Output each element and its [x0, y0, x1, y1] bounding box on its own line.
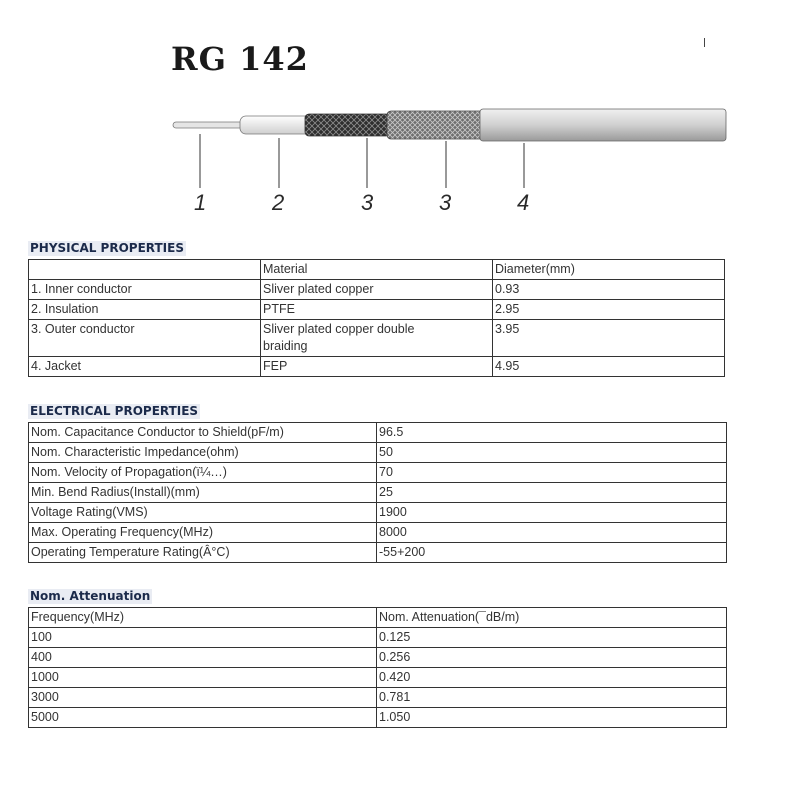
- table-header: Material: [261, 260, 493, 280]
- table-row: [29, 463, 727, 483]
- table-cell: 100: [29, 628, 377, 648]
- table-row: [29, 300, 725, 320]
- physical-table: [28, 259, 725, 377]
- table-row: [29, 668, 727, 688]
- table-cell: Max. Operating Frequency(MHz): [29, 523, 377, 543]
- table-cell: Min. Bend Radius(Install)(mm): [29, 483, 377, 503]
- attenuation-table: [28, 607, 727, 728]
- table-cell: 96.5: [377, 423, 727, 443]
- table-cell: Nom. Capacitance Conductor to Shield(pF/m): [29, 423, 377, 443]
- table-row: [29, 443, 727, 463]
- table-row: [29, 357, 725, 377]
- electrical-table: [28, 422, 727, 563]
- table-cell: FEP: [261, 357, 493, 377]
- callout-4: 4: [517, 190, 530, 215]
- table-cell: 0.420: [377, 668, 727, 688]
- table-cell: -55+200: [377, 543, 727, 563]
- cable-diagram: [0, 0, 800, 230]
- table-cell: 3000: [29, 688, 377, 708]
- table-cell: 3. Outer conductor: [29, 320, 261, 357]
- outer-braid: [305, 114, 390, 136]
- table-cell: Sliver plated copper: [261, 280, 493, 300]
- table-row: [29, 280, 725, 300]
- table-cell: Operating Temperature Rating(Â°C): [29, 543, 377, 563]
- callout-3b: 3: [439, 190, 452, 215]
- table-cell: 50: [377, 443, 727, 463]
- table-cell: 4. Jacket: [29, 357, 261, 377]
- table-cell: Nom. Velocity of Propagation(ï¼…): [29, 463, 377, 483]
- table-cell: 0.256: [377, 648, 727, 668]
- table-header: Frequency(MHz): [29, 608, 377, 628]
- table-row: [29, 648, 727, 668]
- table-row: [29, 608, 727, 628]
- table-cell: 70: [377, 463, 727, 483]
- table-cell: 1.050: [377, 708, 727, 728]
- table-cell: 0.93: [493, 280, 725, 300]
- insulation: [240, 116, 312, 134]
- inner-conductor: [173, 122, 245, 128]
- table-row: [29, 320, 725, 357]
- table-cell: 1. Inner conductor: [29, 280, 261, 300]
- table-row: [29, 708, 727, 728]
- attenuation-section-title: Nom. Attenuation: [30, 589, 151, 603]
- table-cell: Voltage Rating(VMS): [29, 503, 377, 523]
- table-row: [29, 628, 727, 648]
- table-header: Nom. Attenuation(¯dB/m): [377, 608, 727, 628]
- table-cell: 0.781: [377, 688, 727, 708]
- jacket: [480, 109, 726, 141]
- table-cell: PTFE: [261, 300, 493, 320]
- electrical-section-title: ELECTRICAL PROPERTIES: [30, 404, 199, 418]
- table-cell: 0.125: [377, 628, 727, 648]
- table-cell: 2.95: [493, 300, 725, 320]
- second-braid: [387, 111, 485, 139]
- table-row: [29, 523, 727, 543]
- table-row: [29, 260, 725, 280]
- table-cell: 400: [29, 648, 377, 668]
- table-cell: 4.95: [493, 357, 725, 377]
- table-cell: [29, 260, 261, 280]
- table-cell: Nom. Characteristic Impedance(ohm): [29, 443, 377, 463]
- physical-section-title: PHYSICAL PROPERTIES: [30, 241, 184, 255]
- table-header: Diameter(mm): [493, 260, 725, 280]
- table-cell: 8000: [377, 523, 727, 543]
- table-cell: 1900: [377, 503, 727, 523]
- callout-2: 2: [272, 190, 285, 215]
- table-row: [29, 483, 727, 503]
- table-cell: 5000: [29, 708, 377, 728]
- table-row: [29, 503, 727, 523]
- table-row: [29, 543, 727, 563]
- table-cell: 2. Insulation: [29, 300, 261, 320]
- callout-3a: 3: [361, 190, 374, 215]
- table-cell: 25: [377, 483, 727, 503]
- callout-1: 1: [194, 190, 207, 215]
- table-cell: Sliver plated copper double braiding: [261, 320, 493, 357]
- table-row: [29, 423, 727, 443]
- table-cell: 3.95: [493, 320, 725, 357]
- table-row: [29, 688, 727, 708]
- table-cell: 1000: [29, 668, 377, 688]
- page-title: RG 142: [171, 40, 309, 78]
